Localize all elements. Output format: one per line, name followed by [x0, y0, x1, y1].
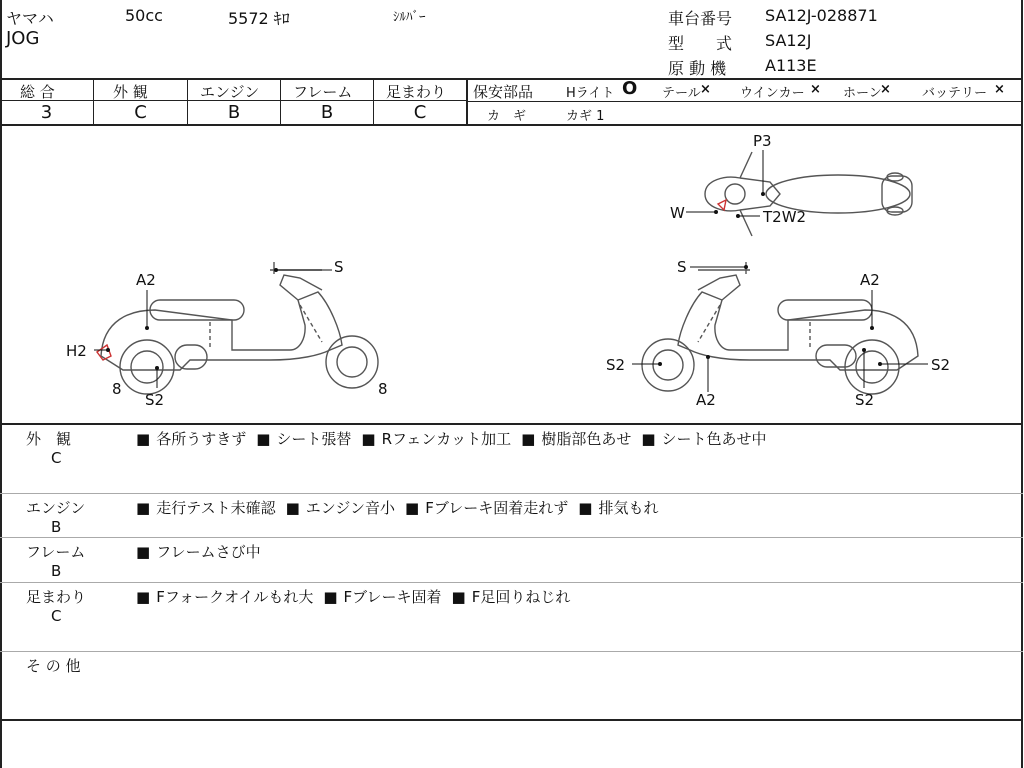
section-sep-2: [0, 537, 1023, 538]
condition-item: F足回りねじれ: [471, 588, 571, 606]
safety-mid: [468, 101, 1023, 102]
left-s-label: S: [334, 258, 344, 276]
engine-grade-label: エンジン: [200, 83, 260, 101]
bullet-icon: ■: [136, 499, 151, 517]
winker-status: ×: [810, 82, 821, 97]
section-name: エンジン: [26, 499, 86, 517]
section-sep-3: [0, 582, 1023, 583]
condition-item: エンジン音小: [305, 499, 396, 517]
condition-item: Rフェンカット加工: [381, 430, 512, 448]
maker: ヤマハ: [6, 9, 54, 28]
tail-label: テール: [662, 86, 701, 101]
bullet-icon: ■: [285, 499, 300, 517]
mileage: 5572 ｷﾛ: [228, 9, 290, 28]
winker-label: ウインカー: [740, 86, 805, 101]
bullet-icon: ■: [405, 499, 420, 517]
left-8b-label: 8: [378, 380, 388, 398]
frame-grade: B: [320, 102, 334, 123]
section-name: 足まわり: [26, 588, 87, 606]
section-items: [136, 586, 580, 607]
horn-status: ×: [880, 82, 891, 97]
overall-label: 総 合: [20, 83, 55, 101]
section-grade: C: [51, 607, 62, 625]
color: ｼﾙﾊﾞｰ: [393, 10, 426, 25]
right-s2-right-label: S2: [931, 356, 951, 374]
frame-no-label: 車台番号: [668, 9, 733, 28]
tail-status: ×: [700, 82, 711, 97]
condition-item: 樹脂部色あせ: [541, 430, 632, 448]
section-name: そ の 他: [26, 657, 81, 675]
left-h2-label: H2: [66, 342, 87, 360]
right-s2-bottom-label: S2: [855, 391, 875, 409]
left-a2-label: A2: [136, 271, 156, 289]
top-w-label: W: [670, 204, 685, 222]
bullet-icon: ■: [323, 588, 338, 606]
bullet-icon: ■: [136, 430, 151, 448]
section-grade: B: [51, 562, 62, 580]
key-label: カ ギ: [487, 109, 527, 124]
bullet-icon: ■: [521, 430, 536, 448]
condition-item: Fブレーキ固着走れず: [425, 499, 569, 517]
battery-status: ×: [994, 82, 1005, 97]
frame-no: SA12J-028871: [765, 6, 878, 25]
headlight-status: O: [622, 78, 638, 99]
engine-label: 原 動 機: [668, 59, 727, 78]
section-name: フレーム: [26, 543, 86, 561]
overall-grade: 3: [40, 102, 53, 123]
condition-item: 排気もれ: [598, 499, 659, 517]
left-s2-label: S2: [145, 391, 165, 409]
bullet-icon: ■: [641, 430, 656, 448]
bullet-icon: ■: [451, 588, 466, 606]
sections-bottom: [0, 719, 1023, 721]
headlight-label: Hライト: [566, 86, 615, 101]
bullet-icon: ■: [256, 430, 271, 448]
right-a2-bottom-label: A2: [696, 391, 716, 409]
top-t2w2-label: T2W2: [763, 208, 807, 226]
engine-grade: B: [227, 102, 241, 123]
type-label: 型 式: [668, 34, 733, 53]
section-items: [136, 428, 777, 449]
key-value: カギ 1: [566, 109, 605, 124]
bullet-icon: ■: [136, 588, 151, 606]
right-s2-left-label: S2: [606, 356, 626, 374]
scooter-top-view-icon: [705, 152, 912, 236]
battery-label: バッテリー: [922, 86, 988, 101]
section-items: [136, 497, 668, 518]
horn-label: ホーン: [843, 86, 882, 101]
sections-top: [0, 423, 1023, 425]
condition-item: Fフォークオイルもれ大: [156, 588, 314, 606]
top-p3-label: P3: [753, 132, 772, 150]
right-s-label: S: [677, 258, 687, 276]
safety-label: 保安部品: [473, 83, 534, 101]
displacement: 50cc: [125, 6, 163, 25]
condition-item: フレームさび中: [156, 543, 261, 561]
bullet-icon: ■: [578, 499, 593, 517]
condition-item: 各所うすきず: [156, 430, 247, 448]
right-a2-top-label: A2: [860, 271, 880, 289]
exterior-label: 外 観: [113, 83, 148, 101]
suspension-grade-label: 足まわり: [386, 83, 447, 101]
damage-diagram: [0, 126, 1022, 424]
bullet-icon: ■: [361, 430, 376, 448]
grade-table-top: [0, 78, 1023, 80]
left-8a-label: 8: [112, 380, 122, 398]
section-grade: C: [51, 449, 62, 467]
section-grade: B: [51, 518, 62, 536]
exterior-grade: C: [134, 102, 147, 123]
type-value: SA12J: [765, 31, 812, 50]
section-sep-1: [0, 493, 1023, 494]
section-items: [136, 541, 271, 562]
engine-value: A113E: [765, 56, 817, 75]
model-name: JOG: [6, 28, 40, 49]
suspension-grade: C: [413, 102, 427, 123]
condition-item: Fブレーキ固着: [343, 588, 442, 606]
frame-grade-label: フレーム: [293, 83, 353, 101]
section-name: 外 観: [26, 430, 72, 448]
grade-sep-5: [466, 79, 468, 125]
bullet-icon: ■: [136, 543, 151, 561]
section-sep-4: [0, 651, 1023, 652]
condition-item: シート色あせ中: [661, 430, 767, 448]
condition-item: 走行テスト未確認: [156, 499, 276, 517]
condition-item: シート張替: [276, 430, 352, 448]
